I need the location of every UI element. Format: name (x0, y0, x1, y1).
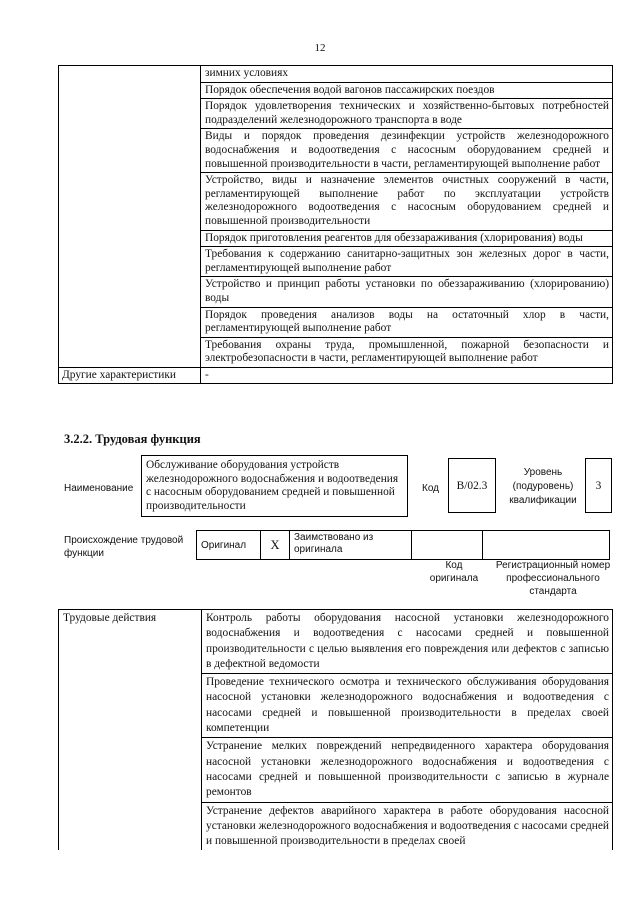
registration-number-caption: Регистрационный номер профессионального стандарта (495, 560, 611, 597)
table-cell: Требования к содержанию санитарно-защитных зон железных дорог в части, регламентирующей выполнение работ (201, 247, 613, 277)
table-cell: Порядок приготовления реагентов для обеззараживания (хлорирования) воды (201, 230, 613, 247)
table-cell: Устранение мелких повреждений непредвиденного характера оборудования насосной установки железнодорожного водоснабжения и водоотведения с насосами средней и повышенной производительности с записью в журнале ремонтов (202, 738, 613, 802)
section-heading: 3.2.2. Трудовая функция (64, 432, 201, 446)
other-characteristics-value: - (201, 367, 613, 384)
name-label: Наименование (64, 483, 134, 494)
original-code-cell (412, 531, 483, 560)
table-cell: Проведение технического осмотра и технического обслуживания оборудования насосной установки железнодорожного водоснабжения и водоотведения с насосами средней и повышенной производительности в пределах своей компетенции (202, 674, 613, 738)
table-cell: Требования охраны труда, промышленной, пожарной безопасности и электробезопасности в части, регламентирующей выполнение работ (201, 337, 613, 367)
qualification-level-box: 3 (585, 458, 612, 513)
table-cell: Устранение дефектов аварийного характера в работе оборудования насосной установки железнодорожного водоснабжения и водоотведения с насосами средней и повышенной производительности в пределах своей (202, 802, 613, 850)
table-cell: Устройство, виды и назначение элементов очистных сооружений в части, регламентирующей выполнение работ по эксплуатации устройств железнодорожного водоотведения с насосным оборудованием средней и повышенной производительности (201, 173, 613, 230)
table-row (59, 66, 613, 83)
original-code-caption: Код оригинала (429, 560, 479, 584)
table-cell: Порядок удовлетворения технических и хозяйственно-бытовых потребностей подразделений железнодорожного транспорта в воде (201, 99, 613, 129)
empty-label-cell (59, 66, 201, 368)
labour-actions-table (58, 609, 613, 850)
origin-label: Происхождение трудовой функции (64, 535, 184, 559)
origin-table (196, 530, 610, 560)
table-row (59, 610, 613, 674)
page-number: 12 (314, 42, 326, 54)
knowledge-continuation-table (58, 65, 613, 384)
table-cell: Виды и порядок проведения дезинфекции устройств железнодорожного водоснабжения и водоотведения с насосным оборудованием средней и повышенной производительности в части, регламентирующей выполнение работ (201, 129, 613, 173)
other-characteristics-label: Другие характеристики (59, 367, 201, 384)
table-row (197, 531, 610, 560)
table-cell: Порядок проведения анализов воды на остаточный хлор в части, регламентирующей выполнение работ (201, 307, 613, 337)
function-code-box: В/02.3 (448, 458, 496, 513)
table-row (59, 367, 613, 384)
table-cell: Устройство и принцип работы установки по обеззараживанию (хлорированию) воды (201, 277, 613, 307)
qualification-level-label: Уровень (подуровень) квалификации (509, 467, 577, 506)
registration-number-cell (483, 531, 610, 560)
table-cell: Контроль работы оборудования насосной установки железнодорожного водоснабжения и водоотведения с насосами средней и повышенной производительности с целью выявления его повреждения или дефектов с записью в дефектной ведомости (202, 610, 613, 674)
table-cell: зимних условиях (201, 66, 613, 83)
original-label: Оригинал (197, 531, 261, 560)
table-cell: Порядок обеспечения водой вагонов пассажирских поездов (201, 82, 613, 99)
function-name-box: Обслуживание оборудования устройств железнодорожного водоснабжения и водоотведения с насосным оборудованием средней и повышенной производительности (141, 455, 408, 517)
code-label: Код (422, 483, 440, 494)
borrowed-label: Заимствовано из оригинала (290, 531, 412, 560)
labour-actions-label: Трудовые действия (59, 610, 202, 851)
original-mark: X (261, 531, 290, 560)
